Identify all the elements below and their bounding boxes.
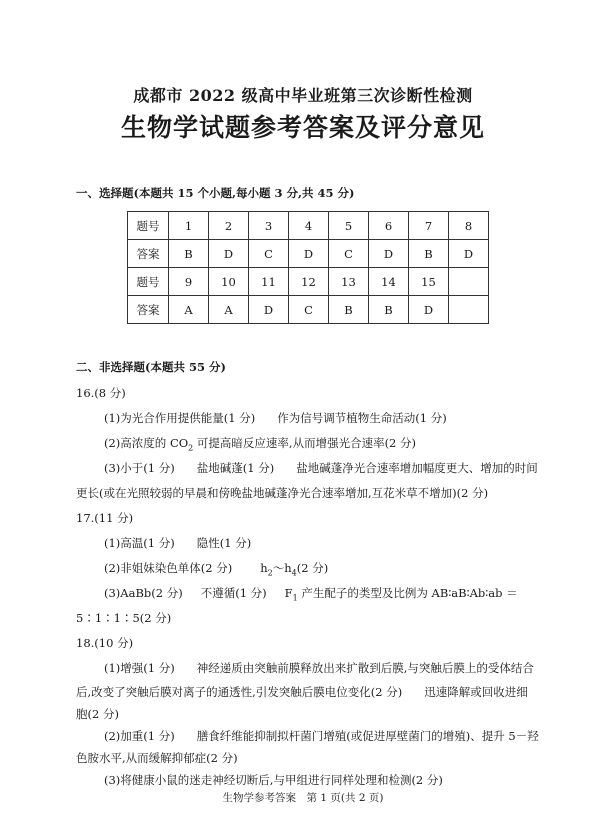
q16-2b: 可提高暗反应速率,从而增强光合速率(2 分) — [193, 436, 417, 450]
q16-title: 16.(8 分) — [76, 386, 126, 400]
q18-2b: 迅速降解或回收进细 — [424, 685, 528, 699]
q16-2-sub: 2 — [188, 443, 194, 453]
answer-table-cell — [449, 268, 489, 296]
q18-1b: 神经递质由突触前膜释放出来扩散到后膜,与突触后膜上的受体结合 — [196, 661, 534, 675]
q17-title: 17.(11 分) — [76, 511, 134, 525]
q17-line1 — [104, 535, 251, 551]
q17-2b3: (2 分) — [296, 561, 329, 575]
answer-table-cell: 2 — [209, 212, 249, 240]
q17-2b-sub2: 4 — [291, 568, 297, 578]
q17-line4: 5∶1∶1∶5(2 分) — [76, 611, 172, 625]
answer-table-cell: D — [289, 240, 329, 268]
page-footer: 生物学参考答案 第 1 页(共 2 页) — [222, 792, 384, 804]
q17-1b: 隐性(1 分) — [196, 536, 252, 550]
q16-line2 — [104, 435, 416, 452]
q18-line6: (3)将健康小鼠的迷走神经切断后,与甲组进行同样处理和检测(2 分) — [104, 773, 443, 787]
q16-line3 — [104, 460, 538, 476]
q17-2b1: h — [260, 561, 268, 575]
answer-table-cell: B — [369, 296, 409, 324]
answer-table-cell: 13 — [329, 268, 369, 296]
q17-2b-sub1: 2 — [267, 568, 273, 578]
answer-table-cell: 9 — [169, 268, 209, 296]
answer-table-cell: 7 — [409, 212, 449, 240]
answer-table-cell: C — [329, 240, 369, 268]
q16-3b: 盐地碱蓬(1 分) — [196, 461, 275, 475]
q16-2a: (2)高浓度的 CO — [104, 436, 189, 450]
q18-line3: 胞(2 分) — [76, 707, 119, 721]
q17-3c1: F — [284, 586, 293, 600]
q16-line4: 更长(或在光照较弱的早晨和傍晚盐地碱蓬净光合速率增加,互花米草不增加)(2 分) — [76, 486, 489, 500]
answer-table-cell: 10 — [209, 268, 249, 296]
q18-line1 — [104, 660, 534, 676]
q16-3c: 盐地碱蓬净光合速率增加幅度更大、增加的时间 — [296, 461, 538, 475]
answer-table-cell: 8 — [449, 212, 489, 240]
answer-table-cell: B — [169, 240, 209, 268]
q16-1b: 作为信号调节植物生命活动(1 分) — [277, 411, 447, 425]
answer-table-row — [128, 212, 489, 240]
answer-table-cell: A — [209, 296, 249, 324]
answer-table-row-label: 题号 — [128, 268, 169, 296]
answer-table-cell: C — [249, 240, 289, 268]
answer-table-cell: 5 — [329, 212, 369, 240]
answer-table-cell: D — [369, 240, 409, 268]
q17-3c-sub: 1 — [292, 593, 298, 603]
q17-1a: (1)高温(1 分) — [104, 536, 175, 550]
answer-table-cell: B — [409, 240, 449, 268]
answer-table-cell: A — [169, 296, 209, 324]
q16-line1 — [104, 410, 447, 426]
answer-table-cell: 15 — [409, 268, 449, 296]
answer-table-cell: C — [289, 296, 329, 324]
q16-3a: (3)小于(1 分) — [104, 461, 175, 475]
answer-table-cell: D — [409, 296, 449, 324]
answer-table-cell — [449, 296, 489, 324]
answer-table-cell: 3 — [249, 212, 289, 240]
answer-table-row — [128, 268, 489, 296]
q17-2b2: ～h — [272, 561, 292, 575]
q18-2a: 后,改变了突触后膜对离子的通透性,引发突触后膜电位变化(2 分) — [76, 685, 403, 699]
answer-table-cell: 1 — [169, 212, 209, 240]
exam-title: 成都市 2022 级高中毕业班第三次诊断性检测 — [133, 86, 473, 105]
q16-1a: (1)为光合作用提供能量(1 分) — [104, 411, 256, 425]
document-title: 生物学试题参考答案及评分意见 — [120, 113, 485, 142]
answer-table-row — [128, 240, 489, 268]
q18-line2 — [76, 684, 528, 700]
answer-table-cell: D — [209, 240, 249, 268]
q17-line2 — [104, 560, 328, 577]
q17-3c2: 产生配子的类型及比例为 AB∶aB∶Ab∶ab ＝ — [297, 586, 518, 600]
q17-3b: 不遵循(1 分) — [200, 586, 267, 600]
q17-3a: (3)AaBb(2 分) — [104, 586, 183, 600]
section1-heading: 一、选择题(本题共 15 个小题,每小题 3 分,共 45 分) — [76, 186, 355, 200]
answer-table-cell: D — [249, 296, 289, 324]
answer-table-cell: 12 — [289, 268, 329, 296]
q18-4a: (2)加重(1 分) — [104, 729, 175, 743]
q17-line3 — [104, 585, 518, 602]
answer-table-row-label: 答案 — [128, 296, 169, 324]
q18-1a: (1)增强(1 分) — [104, 661, 175, 675]
answer-table-cell: 4 — [289, 212, 329, 240]
answer-table-cell: 6 — [369, 212, 409, 240]
answer-table-cell: B — [329, 296, 369, 324]
q18-line5: 色胺水平,从而缓解抑郁症(2 分) — [76, 751, 238, 765]
answer-table-cell: 14 — [369, 268, 409, 296]
q17-2a: (2)非姐妹染色单体(2 分) — [104, 561, 233, 575]
q18-line4 — [104, 728, 539, 744]
answer-table-row-label: 答案 — [128, 240, 169, 268]
answer-table-row-label: 题号 — [128, 212, 169, 240]
answer-table-cell: 11 — [249, 268, 289, 296]
section2-heading: 二、非选择题(本题共 55 分) — [76, 360, 226, 374]
answer-table-row — [128, 296, 489, 324]
q18-4b: 膳食纤维能抑制拟杆菌门增殖(或促进厚壁菌门的增殖)、提升 5－羟 — [196, 729, 539, 743]
q18-title: 18.(10 分) — [76, 636, 134, 650]
answer-table-cell: D — [449, 240, 489, 268]
multiple-choice-answer-table — [127, 211, 489, 324]
